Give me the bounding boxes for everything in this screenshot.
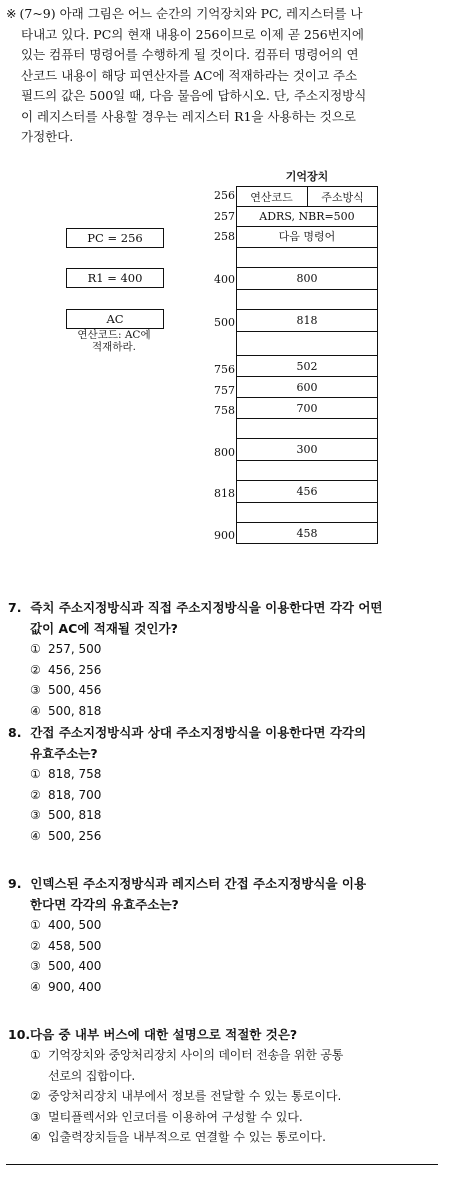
intro-line: ※ (7~9) 아래 그림은 어느 순간의 기억장치와 PC, 레지스터를 나 bbox=[6, 6, 363, 21]
choice-marker: ③ bbox=[30, 808, 41, 822]
memory-cell: 456 bbox=[236, 481, 378, 503]
choice-2[interactable]: ② 458, 500 bbox=[8, 936, 440, 957]
ac-caption-line2: 적재하라. bbox=[92, 341, 136, 353]
bottom-divider bbox=[6, 1164, 438, 1165]
choice-1[interactable]: ① 400, 500 bbox=[8, 915, 440, 936]
choice-3[interactable]: ③ 멀티플렉서와 인코더를 이용하여 구성할 수 있다. bbox=[8, 1107, 440, 1128]
address-label: 800 bbox=[214, 446, 235, 459]
question-stem: 7. 즉치 주소지정방식과 직접 주소지정방식을 이용한다면 각각 어떤 값이 AC에 적재될 것인가? bbox=[8, 597, 440, 639]
memory-cell: 818 bbox=[236, 310, 378, 332]
intro-line: 있는 컴퓨터 명령어를 수행하게 될 것이다. 컴퓨터 명령어의 연 bbox=[21, 47, 359, 62]
memory-cell-empty bbox=[236, 332, 378, 356]
address-label: 258 bbox=[214, 230, 235, 243]
question-number: 8. bbox=[8, 725, 22, 740]
choice-marker: ③ bbox=[30, 683, 41, 697]
choice-4[interactable]: ④ 500, 256 bbox=[8, 826, 440, 847]
memory-cell: ADRS, NBR=500 bbox=[236, 207, 378, 227]
question-7 bbox=[8, 597, 440, 721]
choice-marker: ① bbox=[30, 918, 41, 932]
memory-cell: 700 bbox=[236, 398, 378, 419]
choice-1[interactable]: ① 257, 500 bbox=[8, 639, 440, 660]
question-stem: 10.다음 중 내부 버스에 대한 설명으로 적절한 것은? bbox=[8, 1024, 440, 1045]
choice-marker: ① bbox=[30, 1048, 41, 1062]
address-label: 758 bbox=[214, 404, 235, 417]
question-number: 9. bbox=[8, 876, 22, 891]
choice-marker: ① bbox=[30, 642, 41, 656]
memory-diagram bbox=[0, 0, 451, 560]
choice-marker: ④ bbox=[30, 828, 41, 843]
question-number: 7. bbox=[8, 600, 22, 615]
intro-line: 산코드 내용이 해당 피연산자를 AC에 적재하라는 것이고 주소 bbox=[21, 67, 358, 83]
ac-caption-line1: 연산코드: AC에 bbox=[77, 329, 151, 341]
choice-2[interactable]: ② 456, 256 bbox=[8, 660, 440, 681]
choice-marker: ③ bbox=[30, 1109, 41, 1124]
intro-line: 필드의 값은 500일 때, 다음 물음에 답하시오. 단, 주소지정방식 bbox=[21, 88, 367, 103]
choice-marker: ② bbox=[30, 787, 41, 802]
choice-3[interactable]: ③ 500, 400 bbox=[8, 956, 440, 977]
address-label: 500 bbox=[214, 316, 235, 329]
memory-title: 기억장치 bbox=[285, 170, 329, 183]
choice-4[interactable]: ④ 900, 400 bbox=[8, 977, 440, 998]
address-label: 257 bbox=[214, 210, 235, 223]
intro-line: 가정한다. bbox=[21, 129, 74, 144]
choice-3[interactable]: ③ 500, 456 bbox=[8, 680, 440, 701]
reference-mark: ※ bbox=[6, 6, 17, 21]
question-number: 10. bbox=[8, 1027, 31, 1042]
address-label: 757 bbox=[214, 384, 235, 397]
choice-4[interactable]: ④ 입출력장치들을 내부적으로 연결할 수 있는 통로이다. bbox=[8, 1127, 440, 1148]
intro-line: 타내고 있다. PC의 현재 내용이 256이므로 이제 곧 256번지에 bbox=[21, 26, 364, 42]
question-8 bbox=[8, 722, 440, 846]
address-label: 400 bbox=[214, 273, 235, 286]
choice-marker: ④ bbox=[30, 703, 41, 718]
address-label: 756 bbox=[214, 363, 235, 376]
address-label: 256 bbox=[214, 189, 235, 202]
memory-cell: 다음 명령어 bbox=[236, 227, 378, 248]
address-mode-cell: 주소방식 bbox=[321, 191, 364, 204]
choice-marker: ④ bbox=[30, 979, 41, 994]
r1-register: R1 = 400 bbox=[66, 268, 164, 288]
memory-cell: 458 bbox=[296, 527, 318, 540]
memory-cell: 800 bbox=[236, 268, 378, 290]
opcode-cell: 연산코드 bbox=[250, 191, 293, 204]
memory-cell: 502 bbox=[236, 356, 378, 377]
address-label: 900 bbox=[214, 529, 235, 542]
memory-cell-empty bbox=[236, 248, 378, 268]
memory-cell-empty bbox=[236, 461, 378, 481]
choice-marker: ③ bbox=[30, 959, 41, 973]
choice-marker: ② bbox=[30, 1089, 41, 1103]
memory-cell-empty bbox=[236, 290, 378, 310]
memory-cell: 600 bbox=[236, 377, 378, 398]
choice-marker: ④ bbox=[30, 1130, 41, 1144]
choice-3[interactable]: ③ 500, 818 bbox=[8, 805, 440, 826]
memory-cell-empty bbox=[236, 419, 378, 439]
memory-cell: 300 bbox=[236, 439, 378, 461]
memory-cell-empty bbox=[236, 503, 378, 523]
question-10 bbox=[8, 1024, 440, 1148]
ac-register: AC bbox=[66, 309, 164, 329]
choice-1[interactable]: ① 기억장치와 중앙처리장치 사이의 데이터 전송을 위한 공통 선로의 집합이다. bbox=[8, 1045, 440, 1086]
choice-marker: ① bbox=[30, 767, 41, 781]
choice-2[interactable]: ② 818, 700 bbox=[8, 785, 440, 806]
choice-marker: ② bbox=[30, 662, 41, 677]
choice-4[interactable]: ④ 500, 818 bbox=[8, 701, 440, 722]
question-stem: 8. 간접 주소지정방식과 상대 주소지정방식을 이용한다면 각각의 유효주소는? bbox=[8, 722, 440, 764]
choice-2[interactable]: ② 중앙처리장치 내부에서 정보를 전달할 수 있는 통로이다. bbox=[8, 1086, 440, 1107]
pc-register: PC = 256 bbox=[66, 228, 164, 248]
choice-marker: ② bbox=[30, 938, 41, 953]
intro-line: 이 레지스터를 사용할 경우는 레지스터 R1을 사용하는 것으로 bbox=[21, 108, 356, 124]
address-label: 818 bbox=[214, 487, 235, 500]
choice-1[interactable]: ① 818, 758 bbox=[8, 764, 440, 785]
question-stem: 9. 인덱스된 주소지정방식과 레지스터 간접 주소지정방식을 이용 한다면 각각의 유효주소는? bbox=[8, 873, 440, 915]
question-9 bbox=[8, 873, 440, 997]
